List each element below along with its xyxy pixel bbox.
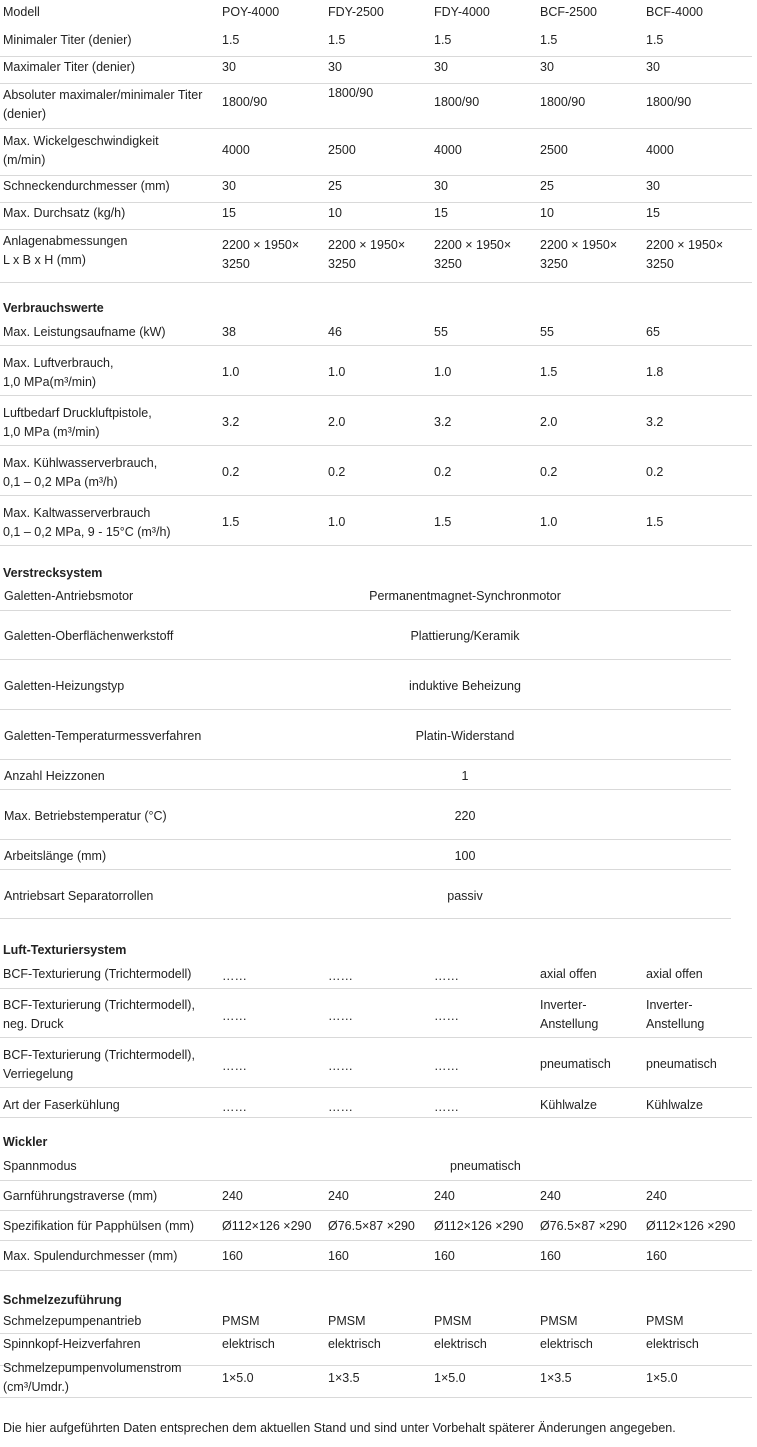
spec-value: 2500	[328, 143, 356, 157]
row-divider	[0, 988, 752, 989]
drawing-label: Galetten-Temperaturmessverfahren	[4, 729, 202, 743]
spec-value: 1800/90	[222, 95, 268, 109]
melt-value: 1×5.0	[434, 1371, 466, 1385]
row-divider	[0, 869, 731, 870]
winder-value: Ø112×126 ×290	[222, 1219, 312, 1233]
row-divider	[0, 445, 752, 446]
melt-value: elektrisch	[646, 1337, 699, 1351]
spec-value: 4000	[646, 143, 674, 157]
row-divider	[0, 1037, 752, 1038]
consumption-value: 1.5	[646, 515, 664, 529]
consumption-label: 0,1 – 0,2 MPa (m³/h)	[3, 475, 118, 489]
consumption-value: 1.8	[646, 365, 664, 379]
consumption-label: Max. Kühlwasserverbrauch,	[3, 456, 158, 470]
consumption-value: 1.0	[328, 365, 346, 379]
spec-value: 1800/90	[646, 95, 692, 109]
winder-value: 160	[540, 1249, 561, 1263]
melt-value: 1×3.5	[540, 1371, 572, 1385]
spec-label: (m/min)	[3, 153, 46, 167]
spec-value: 4000	[222, 143, 250, 157]
column-header: BCF-4000	[646, 5, 703, 19]
spec-value: 30	[222, 60, 236, 74]
column-header: POY-4000	[222, 5, 280, 19]
consumption-value: 1.0	[434, 365, 452, 379]
row-divider	[0, 395, 752, 396]
tension-mode-value: pneumatisch	[450, 1159, 521, 1173]
column-header: FDY-2500	[328, 5, 384, 19]
consumption-value: 46	[328, 325, 342, 339]
texturing-value: ……	[434, 1009, 459, 1023]
row-divider	[0, 56, 752, 57]
texturing-label: Art der Faserkühlung	[3, 1098, 120, 1112]
texturing-value: Anstellung	[646, 1017, 705, 1031]
drawing-value: 1	[461, 769, 469, 783]
row-divider	[0, 839, 731, 840]
header-label-model: Modell	[3, 5, 40, 19]
melt-value: PMSM	[540, 1314, 578, 1328]
drawing-label: Galetten-Oberflächenwerkstoff	[4, 629, 174, 643]
row-divider	[0, 202, 752, 203]
row-divider	[0, 1270, 752, 1271]
melt-value: 1×5.0	[646, 1371, 678, 1385]
spec-value: 10	[328, 206, 342, 220]
texturing-value: pneumatisch	[646, 1057, 717, 1071]
winder-label: Spezifikation für Papphülsen (mm)	[3, 1219, 195, 1233]
tension-mode-label: Spannmodus	[3, 1159, 77, 1173]
drawing-value: 220	[454, 809, 476, 823]
spec-value: 3250	[434, 257, 462, 271]
consumption-value: 55	[540, 325, 554, 339]
section-title-melt: Schmelzezuführung	[3, 1293, 122, 1307]
winder-value: Ø76.5×87 ×290	[328, 1219, 415, 1233]
row-divider	[0, 1210, 752, 1211]
consumption-value: 0.2	[646, 465, 664, 479]
melt-value: elektrisch	[328, 1337, 381, 1351]
consumption-value: 2.0	[540, 415, 558, 429]
spec-label: Anlagenabmessungen	[3, 234, 128, 248]
winder-label: Garnführungstraverse (mm)	[3, 1189, 158, 1203]
spec-value: 2200 × 1950×	[646, 238, 724, 252]
spec-value: 1.5	[646, 33, 664, 47]
section-title-texturing: Luft-Texturiersystem	[3, 943, 127, 957]
texturing-value: axial offen	[540, 967, 597, 981]
drawing-label: Arbeitslänge (mm)	[4, 849, 107, 863]
drawing-value: Platin-Widerstand	[415, 729, 515, 743]
winder-value: 240	[646, 1189, 667, 1203]
winder-value: 240	[328, 1189, 349, 1203]
spec-value: 1.5	[540, 33, 558, 47]
spec-value: 30	[434, 60, 448, 74]
row-divider	[0, 1333, 752, 1334]
consumption-label: Max. Kaltwasserverbrauch	[3, 506, 151, 520]
row-divider	[0, 345, 752, 346]
column-header: BCF-2500	[540, 5, 597, 19]
spec-value: 30	[540, 60, 554, 74]
spec-value: 30	[646, 60, 660, 74]
spec-label: Max. Durchsatz (kg/h)	[3, 206, 126, 220]
consumption-value: 0.2	[328, 465, 346, 479]
row-divider	[0, 610, 731, 611]
row-divider	[0, 175, 752, 176]
drawing-value: Plattierung/Keramik	[410, 629, 520, 643]
row-divider	[0, 789, 731, 790]
texturing-value: ……	[434, 1100, 459, 1114]
drawing-label: Anzahl Heizzonen	[4, 769, 105, 783]
spec-label: Absoluter maximaler/minimaler Titer	[3, 88, 203, 102]
spec-value: 15	[222, 206, 236, 220]
winder-value: 240	[540, 1189, 561, 1203]
spec-value: 1.5	[434, 33, 452, 47]
spec-value: 30	[328, 60, 342, 74]
spec-value: 2500	[540, 143, 568, 157]
spec-value: 1800/90	[328, 86, 374, 100]
consumption-value: 1.5	[434, 515, 452, 529]
texturing-value: ……	[328, 1059, 353, 1073]
winder-label: Max. Spulendurchmesser (mm)	[3, 1249, 178, 1263]
texturing-value: Kühlwalze	[540, 1098, 597, 1112]
melt-value: PMSM	[646, 1314, 684, 1328]
spec-value: 1800/90	[434, 95, 480, 109]
spec-label: Max. Wickelgeschwindigkeit	[3, 134, 159, 148]
winder-value: 160	[646, 1249, 667, 1263]
section-title-winder: Wickler	[3, 1135, 48, 1149]
melt-value: PMSM	[328, 1314, 366, 1328]
row-divider	[0, 659, 731, 660]
row-divider	[0, 1397, 752, 1398]
row-divider	[0, 282, 752, 283]
row-divider	[0, 229, 752, 230]
melt-value: 1×3.5	[328, 1371, 360, 1385]
drawing-label: Max. Betriebstemperatur (°C)	[4, 809, 167, 823]
row-divider	[0, 1180, 752, 1181]
spec-value: 30	[222, 179, 236, 193]
spec-label: L x B x H (mm)	[3, 253, 86, 267]
consumption-label: Max. Luftverbrauch,	[3, 356, 114, 370]
texturing-value: Anstellung	[540, 1017, 599, 1031]
drawing-value: induktive Beheizung	[409, 679, 521, 693]
melt-label: Schmelzepumpenvolumenstrom	[3, 1361, 182, 1375]
spec-value: 1.5	[222, 33, 240, 47]
spec-value: 1800/90	[540, 95, 586, 109]
melt-label: (cm³/Umdr.)	[3, 1380, 69, 1394]
consumption-value: 0.2	[434, 465, 452, 479]
consumption-value: 55	[434, 325, 448, 339]
texturing-value: ……	[222, 969, 247, 983]
row-divider	[0, 128, 752, 129]
row-divider	[0, 495, 752, 496]
melt-label: Schmelzepumpenantrieb	[3, 1314, 142, 1328]
spec-value: 25	[540, 179, 554, 193]
texturing-label: BCF-Texturierung (Trichtermodell)	[3, 967, 192, 981]
footnote: Die hier aufgeführten Daten entsprechen dem aktuellen Stand und sind unter Vorbehalt späterer Änderungen angegeben.	[3, 1421, 676, 1435]
drawing-value: passiv	[447, 889, 483, 903]
winder-value: 160	[434, 1249, 455, 1263]
consumption-value: 65	[646, 325, 660, 339]
winder-value: Ø112×126 ×290	[434, 1219, 524, 1233]
consumption-label: 1,0 MPa (m³/min)	[3, 425, 100, 439]
row-divider	[0, 545, 752, 546]
texturing-label: neg. Druck	[3, 1017, 64, 1031]
spec-label: Minimaler Titer (denier)	[3, 33, 132, 47]
texturing-value: ……	[222, 1009, 247, 1023]
consumption-label: Luftbedarf Druckluftpistole,	[3, 406, 152, 420]
spec-value: 10	[540, 206, 554, 220]
spec-value: 25	[328, 179, 342, 193]
texturing-value: ……	[328, 1100, 353, 1114]
row-divider	[0, 1117, 752, 1118]
consumption-value: 3.2	[222, 415, 240, 429]
section-title-consumption: Verbrauchswerte	[3, 301, 104, 315]
texturing-label: BCF-Texturierung (Trichtermodell),	[3, 1048, 195, 1062]
texturing-value: ……	[222, 1100, 247, 1114]
spec-value: 4000	[434, 143, 462, 157]
spec-value: 2200 × 1950×	[540, 238, 618, 252]
section-title-drawing: Verstrecksystem	[3, 566, 103, 580]
spec-value: 15	[434, 206, 448, 220]
consumption-value: 2.0	[328, 415, 346, 429]
texturing-value: ……	[328, 1009, 353, 1023]
consumption-label: 1,0 MPa(m³/min)	[3, 375, 97, 389]
texturing-value: ……	[434, 1059, 459, 1073]
texturing-value: Kühlwalze	[646, 1098, 703, 1112]
consumption-value: 1.5	[540, 365, 558, 379]
texturing-label: Verriegelung	[3, 1067, 74, 1081]
spec-value: 30	[434, 179, 448, 193]
row-divider	[0, 1087, 752, 1088]
consumption-value: 1.5	[222, 515, 240, 529]
melt-value: elektrisch	[540, 1337, 593, 1351]
winder-value: 160	[222, 1249, 243, 1263]
melt-label: Spinnkopf-Heizverfahren	[3, 1337, 141, 1351]
consumption-label: Max. Leistungsaufname (kW)	[3, 325, 166, 339]
drawing-label: Galetten-Heizungstyp	[4, 679, 125, 693]
spec-label: Schneckendurchmesser (mm)	[3, 179, 170, 193]
winder-value: 240	[222, 1189, 243, 1203]
spec-value: 1.5	[328, 33, 346, 47]
row-divider	[0, 83, 752, 84]
winder-value: 240	[434, 1189, 455, 1203]
spec-value: 15	[646, 206, 660, 220]
row-divider	[0, 759, 731, 760]
drawing-label: Antriebsart Separatorrollen	[4, 889, 154, 903]
winder-value: Ø76.5×87 ×290	[540, 1219, 627, 1233]
texturing-value: pneumatisch	[540, 1057, 611, 1071]
consumption-value: 1.0	[328, 515, 346, 529]
melt-value: 1×5.0	[222, 1371, 254, 1385]
consumption-value: 3.2	[434, 415, 452, 429]
row-divider	[0, 1240, 752, 1241]
row-divider	[0, 918, 731, 919]
spec-value: 2200 × 1950×	[222, 238, 300, 252]
texturing-value: Inverter-	[646, 998, 693, 1012]
melt-value: PMSM	[222, 1314, 260, 1328]
melt-value: elektrisch	[434, 1337, 487, 1351]
spec-value: 2200 × 1950×	[328, 238, 406, 252]
spec-value: 2200 × 1950×	[434, 238, 512, 252]
consumption-value: 0.2	[540, 465, 558, 479]
row-divider	[0, 709, 731, 710]
texturing-label: BCF-Texturierung (Trichtermodell),	[3, 998, 195, 1012]
drawing-value: 100	[454, 849, 476, 863]
consumption-value: 0.2	[222, 465, 240, 479]
consumption-value: 3.2	[646, 415, 664, 429]
melt-value: PMSM	[434, 1314, 472, 1328]
consumption-value: 38	[222, 325, 236, 339]
spec-value: 3250	[222, 257, 250, 271]
texturing-value: ……	[328, 969, 353, 983]
texturing-value: ……	[222, 1059, 247, 1073]
spec-value: 30	[646, 179, 660, 193]
spec-value: 3250	[540, 257, 568, 271]
drawing-value: Permanentmagnet-Synchronmotor	[369, 589, 561, 603]
consumption-label: 0,1 – 0,2 MPa, 9 - 15°C (m³/h)	[3, 525, 171, 539]
spec-label: Maximaler Titer (denier)	[3, 60, 135, 74]
texturing-value: Inverter-	[540, 998, 587, 1012]
consumption-value: 1.0	[540, 515, 558, 529]
winder-value: 160	[328, 1249, 349, 1263]
melt-value: elektrisch	[222, 1337, 275, 1351]
drawing-label: Galetten-Antriebsmotor	[4, 589, 134, 603]
consumption-value: 1.0	[222, 365, 240, 379]
spec-value: 3250	[646, 257, 674, 271]
spec-value: 3250	[328, 257, 356, 271]
spec-label: (denier)	[3, 107, 47, 121]
winder-value: Ø112×126 ×290	[646, 1219, 736, 1233]
texturing-value: ……	[434, 969, 459, 983]
texturing-value: axial offen	[646, 967, 703, 981]
column-header: FDY-4000	[434, 5, 490, 19]
